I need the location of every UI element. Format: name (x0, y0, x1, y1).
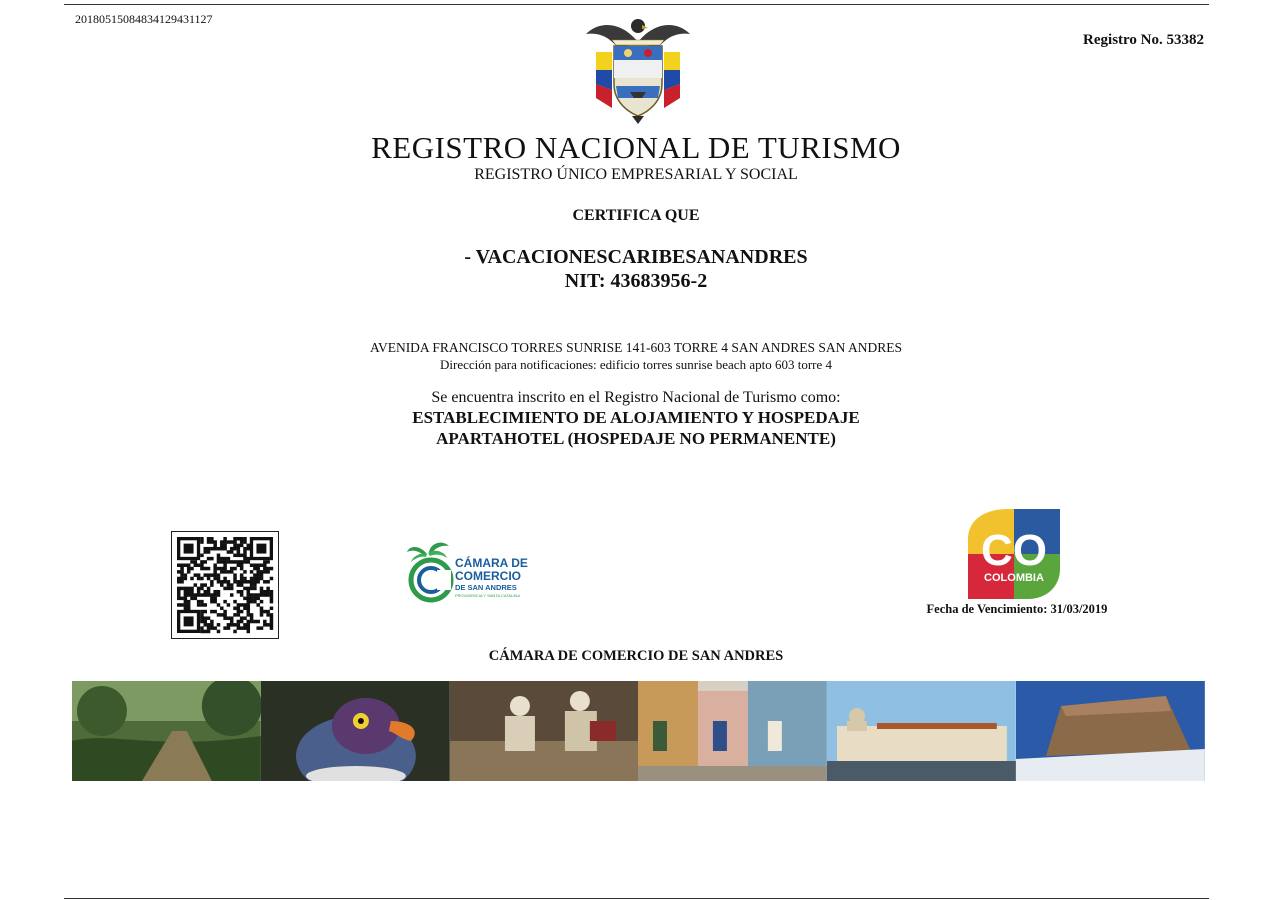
co-colombia-logo (968, 509, 1060, 599)
accordion-musicians-image (450, 681, 639, 781)
camara-logo-line1: CÁMARA DE (455, 556, 528, 570)
bottom-rule (64, 898, 1209, 899)
camara-logo-line2: COMERCIO (455, 569, 521, 583)
forest-trail-image (72, 681, 261, 781)
camara-logo-line4: PROVIDENCIA Y SANTA CATALINA (455, 593, 520, 598)
chamber-name: CÁMARA DE COMERCIO DE SAN ANDRES (488, 648, 784, 664)
king-vulture-image (261, 681, 450, 781)
company-address: AVENIDA FRANCISCO TORRES SUNRISE 141-603 TORRE 4 SAN ANDRES SAN ANDRES (369, 340, 903, 355)
colonial-building-waterfront-image (827, 681, 1016, 781)
registration-subcategory: APARTAHOTEL (HOSPEDAJE NO PERMANENTE) (436, 429, 836, 448)
co-logo-word: COLOMBIA (984, 572, 1044, 584)
photo-strip (72, 681, 1205, 781)
notification-address: Dirección para notificaciones: edificio torres sunrise beach apto 603 torre 4 (439, 357, 832, 372)
expiry-date: Fecha de Vencimiento: 31/03/2019 (926, 602, 1108, 616)
qr-code-icon (171, 531, 279, 639)
camara-logo-line3: DE SAN ANDRES (455, 583, 517, 592)
top-rule (64, 4, 1209, 5)
colonial-street-image (638, 681, 827, 781)
rock-mesa-image (1016, 681, 1205, 781)
page-subtitle: REGISTRO ÚNICO EMPRESARIAL Y SOCIAL (474, 166, 798, 183)
camara-de-comercio-logo (405, 540, 530, 606)
page-title: REGISTRO NACIONAL DE TURISMO (371, 130, 901, 165)
coat-of-arms-icon (582, 12, 694, 124)
registro-number: Registro No. 53382 (1083, 32, 1204, 48)
inscription-statement: Se encuentra inscrito en el Registro Nacional de Turismo como: (431, 389, 841, 406)
company-nit: NIT: 43683956-2 (564, 270, 708, 292)
co-logo-letters: CO (981, 526, 1047, 575)
certifica-heading: CERTIFICA QUE (572, 207, 700, 224)
registration-category: ESTABLECIMIENTO DE ALOJAMIENTO Y HOSPEDAJE (412, 408, 860, 427)
document-id: 20180515084834129431127 (75, 12, 213, 26)
company-name: - VACACIONESCARIBESANANDRES (464, 246, 808, 268)
